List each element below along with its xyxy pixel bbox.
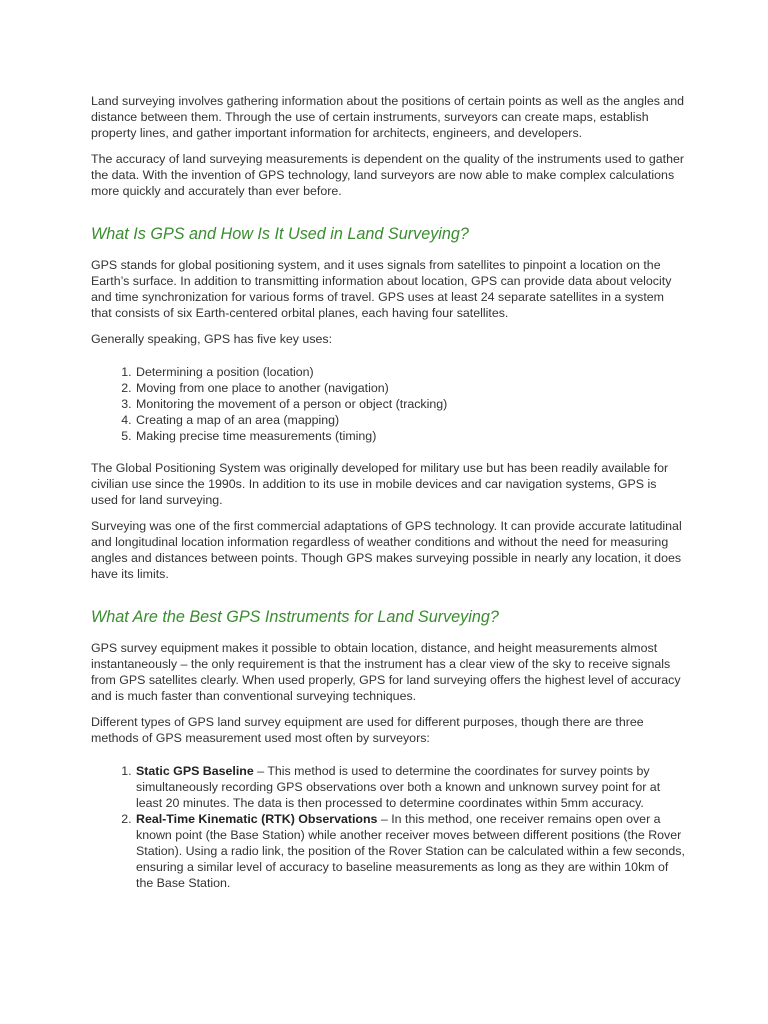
list-item: 5. Making precise time measurements (timing) — [135, 428, 686, 444]
list-item: 4. Creating a map of an area (mapping) — [135, 412, 686, 428]
gps-uses-list — [91, 364, 686, 444]
gps-paragraph-1: GPS stands for global positioning system, and it uses signals from satellites to pinpoint a location on the Earth’s surface. In addition to transmitting information about location, GPS can provide data about velocity and time synchronization for various forms of travel. GPS uses at least 24 separate satellites in a system that consists of six Earth-centered orbital planes, each having four satellites. — [91, 258, 672, 320]
method-title: Real-Time Kinematic (RTK) Observations — [136, 812, 378, 826]
list-item — [135, 763, 686, 811]
instruments-paragraph-2: Different types of GPS land survey equipment are used for different purposes, though there are three methods of GPS measurement used most often by surveyors: — [91, 715, 644, 745]
list-item: 2. Moving from one place to another (navigation) — [135, 380, 686, 396]
intro-paragraph-1: Land surveying involves gathering information about the positions of certain points as well as the angles and distance between them. Through the use of certain instruments, surveyors can create maps, establish property lines, and gather important information for architects, engineers, and developers. — [91, 94, 685, 140]
section-heading-instruments: What Are the Best GPS Instruments for Land Surveying? — [91, 608, 499, 626]
list-item: 1. Determining a position (location) — [135, 364, 686, 380]
section-heading-gps: What Is GPS and How Is It Used in Land Surveying? — [91, 225, 469, 243]
list-item — [135, 811, 686, 891]
gps-paragraph-3: The Global Positioning System was originally developed for military use but has been readily available for civilian use since the 1990s. In addition to its use in mobile devices and car navigation systems, GPS is used for land surveying. — [91, 461, 669, 507]
intro-paragraph-2: The accuracy of land surveying measurements is dependent on the quality of the instruments used to gather the data. With the invention of GPS technology, land surveyors are now able to make complex calculations more quickly and accurately than ever before. — [91, 152, 685, 198]
list-item: 3. Monitoring the movement of a person or object (tracking) — [135, 396, 686, 412]
method-description: – In this method, one receiver remains open over a known point (the Base Station) while another receiver moves between different positions (the Rover Station). Using a radio link, the position of the Rover Station can be calculated within a few seconds, ensuring a similar level of accuracy to baseline measurements as long as they are within 10km of the Base Station. — [136, 812, 685, 890]
gps-paragraph-2: Generally speaking, GPS has five key uses: — [91, 332, 333, 346]
instruments-paragraph-1: GPS survey equipment makes it possible to obtain location, distance, and height measurements almost instantaneously – the only requirement is that the instrument has a clear view of the sky to receive signals from GPS satellites clearly. When used properly, GPS for land surveying offers the highest level of accuracy and is much faster than conventional surveying techniques. — [91, 641, 681, 703]
method-title: Static GPS Baseline — [136, 764, 254, 778]
gps-paragraph-4: Surveying was one of the first commercial adaptations of GPS technology. It can provide accurate latitudinal and longitudinal location information regardless of weather conditions and without the need for measuring angles and distances between points. Though GPS makes surveying possible in nearly any location, it does have its limits. — [91, 519, 682, 581]
gps-methods-list — [91, 763, 686, 891]
method-description: – This method is used to determine the coordinates for survey points by simultaneously recording GPS observations over both a known and unknown survey point for at least 20 minutes. The data is then processed to determine coordinates within 5mm accuracy. — [136, 764, 661, 810]
